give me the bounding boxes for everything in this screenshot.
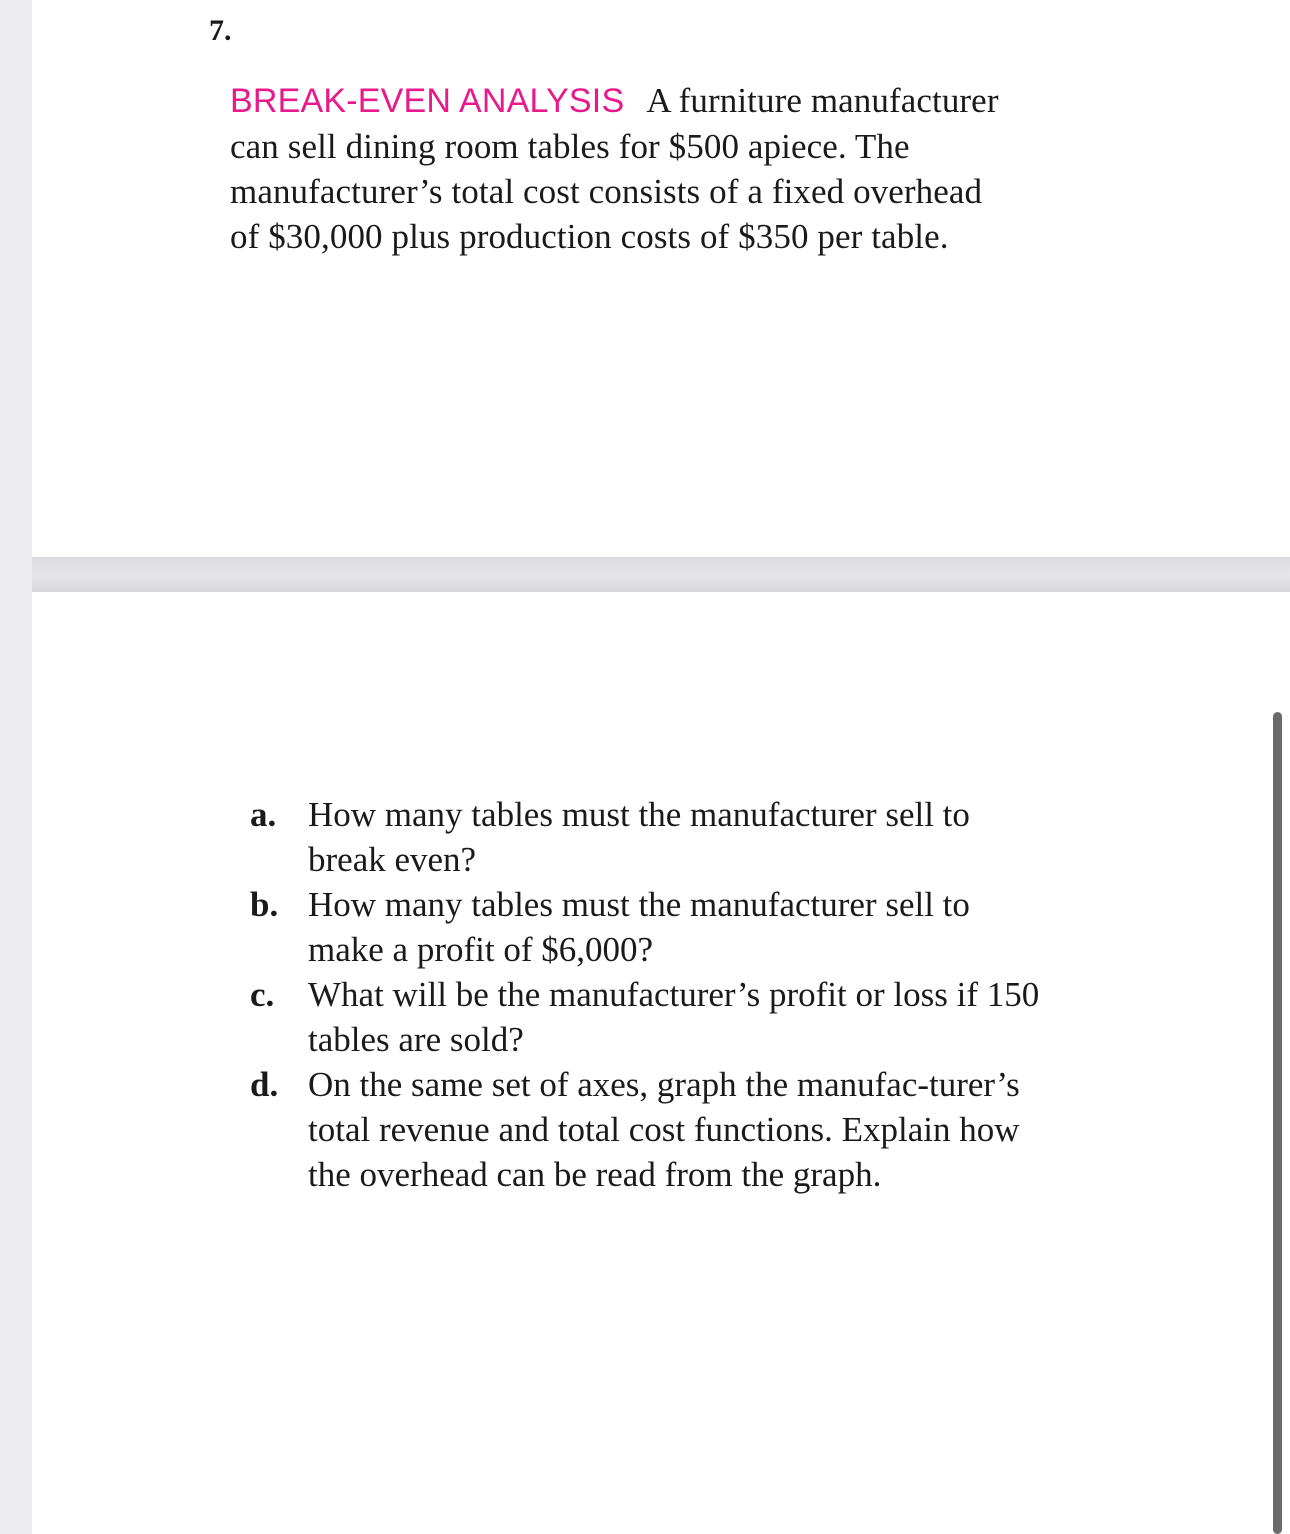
question-list [250, 792, 1050, 1197]
question-letter: b. [250, 885, 279, 924]
question-letter: a. [250, 795, 277, 834]
problem-number: 7. [209, 14, 232, 47]
viewer-margin [0, 0, 32, 1534]
problem-body: A furniture manufacturer can sell dining room tables for $500 apiece. The manufacturer’s total cost consists of a fixed overhead of $30,000 plus production costs of $350 per table. [230, 81, 999, 256]
problem-heading: BREAK-EVEN ANALYSIS [230, 82, 625, 120]
document-page-2 [32, 592, 1290, 1534]
question-item-c [250, 972, 1050, 1062]
question-text: How many tables must the manufacturer sell to break even? [308, 795, 970, 879]
question-letter: d. [250, 1065, 279, 1104]
question-item-b [250, 882, 1050, 972]
question-item-a [250, 792, 1050, 882]
question-item-d [250, 1062, 1050, 1197]
question-text: What will be the manufacturer’s profit or loss if 150 tables are sold? [308, 975, 1040, 1059]
question-text: How many tables must the manufacturer sell to make a profit of $6,000? [308, 885, 970, 969]
question-text: On the same set of axes, graph the manufac-turer’s total revenue and total cost functions. Explain how the overhead can be read from the graph. [308, 1065, 1020, 1194]
problem-statement [230, 78, 1010, 259]
page-separator [32, 557, 1290, 592]
document-page-1 [32, 0, 1290, 557]
question-letter: c. [250, 975, 275, 1014]
vertical-scrollbar[interactable] [1273, 712, 1282, 1534]
